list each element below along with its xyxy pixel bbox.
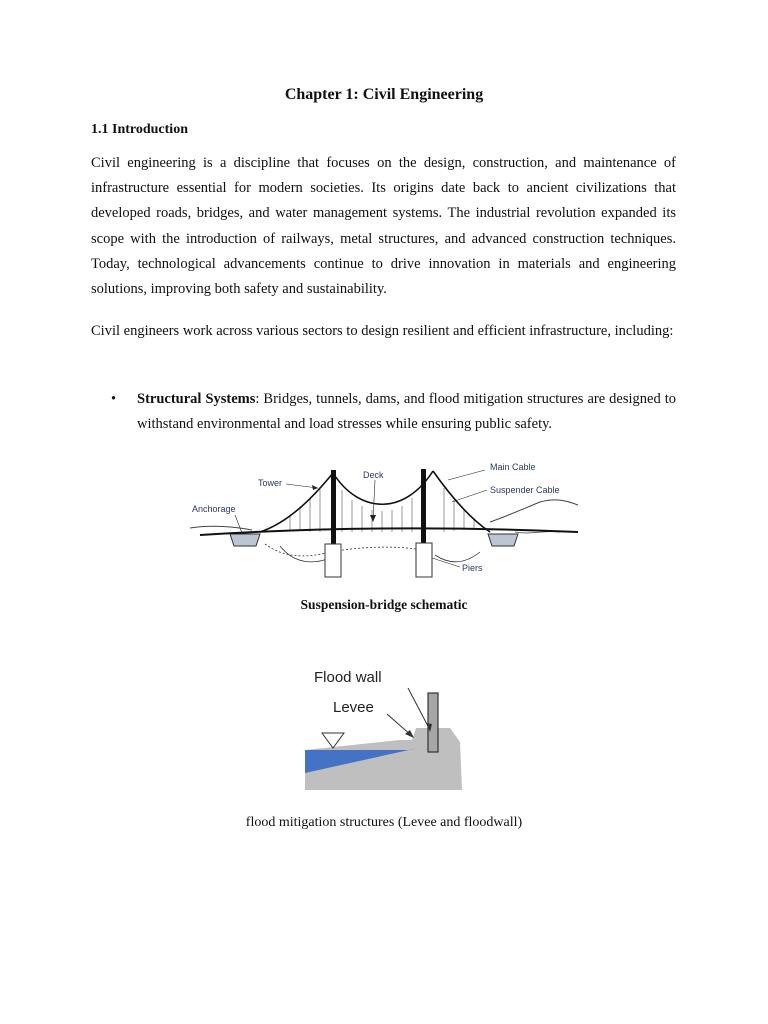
left-pier xyxy=(325,544,341,577)
deck-label: Deck xyxy=(363,470,384,480)
right-tower xyxy=(421,469,426,549)
water-level-marker-icon xyxy=(322,733,344,748)
main-cable-label: Main Cable xyxy=(490,462,536,472)
right-bank xyxy=(490,500,578,522)
river-bed-line xyxy=(265,544,430,556)
right-anchorage-block xyxy=(488,534,518,546)
suspender-cables xyxy=(290,486,474,532)
chapter-title: Chapter 1: Civil Engineering xyxy=(284,86,484,103)
flood-mitigation-figure xyxy=(300,660,464,792)
intro-paragraph: Civil engineering is a discipline that focuses on the design, construction, and maintenance of infrastructure essential for modern societies. Its origins date back to ancient civilizations that developed roads, bridges, and water management systems. The industrial revolution expanded its scope with the introduction of railways, metal structures, and advanced construction techniques. Today, technological advancements continue to drive innovation in materials and engineering solutions, improving both safety and sustainability. xyxy=(91,155,676,298)
left-anchorage-block xyxy=(230,534,260,546)
right-ground-line xyxy=(435,552,480,562)
flood-wall xyxy=(428,693,438,752)
bullet-marker: • xyxy=(111,391,117,407)
piers-label: Piers xyxy=(462,563,483,573)
left-tower xyxy=(331,470,336,548)
right-pier xyxy=(416,543,432,577)
section-heading: 1.1 Introduction xyxy=(91,122,188,137)
bridge-figure-caption: Suspension-bridge schematic xyxy=(300,597,468,612)
deck-arrowhead xyxy=(370,515,376,522)
tower-label: Tower xyxy=(258,478,283,488)
bullet-text xyxy=(137,387,676,437)
bullet-description: : Bridges, tunnels, dams, and flood mitigation structures are designed to withstand environmental and load stresses while ensuring public safety. xyxy=(137,391,676,433)
anchorage-label: Anchorage xyxy=(192,504,236,514)
suspender-cable-label: Suspender Cable xyxy=(490,485,560,495)
tower-arrowhead xyxy=(312,485,318,490)
sectors-paragraph: Civil engineers work across various sectors to design resilient and efficient infrastructure, including: xyxy=(91,323,674,339)
flood-figure-caption: flood mitigation structures (Levee and floodwall) xyxy=(245,815,523,830)
suspension-bridge-figure xyxy=(190,460,580,585)
left-bank xyxy=(190,526,252,530)
bullet-term: Structural Systems xyxy=(137,391,256,407)
flood-wall-label: Flood wall xyxy=(314,669,382,686)
main-cable-right-span xyxy=(433,471,490,532)
levee-label: Levee xyxy=(333,699,374,716)
